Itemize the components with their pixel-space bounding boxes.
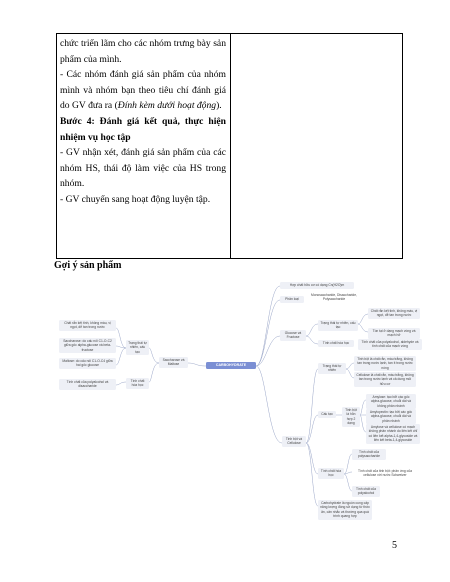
node-disaccharide-state-b: Saccharose: do cấu nối C1-O-C2 giữa gốc alpha-glucose và beta-fructose [59, 338, 116, 353]
table-cell-left [60, 36, 226, 208]
node-starch: Tinh bột và Cellulose [282, 436, 306, 447]
cell-paragraph-5: - GV chuyển sang hoạt động luyện tập. [60, 193, 211, 205]
node-disaccharide-state-c: Maltose: do cấu nối C1-O-C4 giữa hai gốc glucose [59, 358, 116, 369]
node-starch-chem-a: Tính chất của polysaccharide [352, 449, 386, 460]
cell-italic-text: Đính kèm dưới hoạt động [117, 100, 217, 112]
node-disaccharide-chem-detail: Tính chất của polyalcohol và disaccharide [59, 379, 116, 390]
node-starch-chem: Tính chất hóa học [318, 468, 344, 479]
node-starch-structure-sub: Tinh bột là hỗn hợp 2 dạng [342, 407, 360, 427]
node-starch-apply: Carbohydrate là nguồn cung cấp năng lượng đồng sử dụng từ thức ăn, cân nhắc và thường qua quá trình quang hợp [318, 500, 372, 520]
cell-text: - Các nhóm đánh giá sản phẩm của nhóm mình và nhóm bạn theo tiêu chí đánh giá do GV đưa ra ( [60, 69, 226, 112]
node-disaccharide-state-a: Chất rắn kết tinh, không màu, vị ngọt, dễ tan trong nước [59, 320, 116, 331]
node-glucose-state-b: Tồn tại ở dạng mạch vòng và mạch hở [368, 328, 420, 339]
node-disaccharide-state: Trạng thái tự nhiên, cấu tạo [126, 340, 149, 355]
node-amylose: Amylose: tạo bởi các gốc alpha-glucose, chuỗi dài và không phân nhánh [366, 394, 416, 409]
node-starch-state: Trạng thái tự nhiên [318, 363, 346, 374]
step-4-heading: Bước 4: Đánh giá kết quả, thực hiện nhiệm vụ học tập [60, 115, 226, 143]
node-starch-chem-c: Tính chất của polyalcohol [352, 486, 380, 497]
cell-text-end: ). [216, 100, 222, 112]
node-formula: Hợp chất hữu cơ có dạng Cn(H2O)m [280, 282, 354, 289]
node-glucose-chem: Tính chất hóa học [318, 340, 354, 347]
cell-paragraph-4: - GV nhận xét, đánh giá sản phẩm của các nhóm HS, thái độ làm việc của HS trong nhóm. [60, 147, 226, 190]
activity-table [56, 33, 403, 259]
node-classify: Phân loại [280, 296, 304, 303]
page-number: 5 [392, 540, 397, 551]
node-cellulose-structure: Amylose và cellulose có mạch không phân nhánh do liên kết chỉ có liên kết alpha-1,4-glycoside và liên kết beta-1,4-glycoside [366, 424, 420, 444]
cell-paragraph-1: chức triển lãm cho các nhóm trưng bày sản phẩm của mình. [60, 38, 226, 65]
section-heading: Gợi ý sản phẩm [54, 260, 122, 271]
cell-paragraph-2 [60, 67, 226, 114]
node-starch-state-detail2: Cellulose là chất rắn, màu trắng, không tan trong nước lạnh và cả dung môi hữu cơ [354, 372, 416, 387]
node-glucose-state: Trạng thái tự nhiên, cấu tạo [318, 320, 358, 331]
node-classify-detail: Monosaccharide, Disaccharide, Polysaccharide [311, 293, 357, 302]
node-amylopectin: Amylopectin: tạo bởi các gốc alpha-glucose, chuỗi dài và phân nhánh [366, 409, 416, 424]
node-disaccharide: Saccharose và Maltose [159, 357, 188, 368]
node-disaccharide-chem: Tính chất hóa học [126, 378, 149, 389]
mindmap-root: CARBOHYDRATE [206, 362, 256, 369]
node-glucose: Glucose và Fructose [280, 330, 306, 341]
node-starch-state-detail: Tinh bột là chất rắn, màu trắng, không tan trong nước lạnh, tan ít trong nước nóng [354, 356, 416, 371]
table-column-divider [230, 34, 231, 258]
node-starch-structure: Cấu tạo [318, 411, 336, 418]
node-glucose-state-a: Chất rắn kết tinh, không màu, vị ngọt, dễ tan trong nước [368, 308, 420, 319]
node-glucose-chem-detail: Tính chất của polyalcohol, aldehyde và tính chất của mạch vòng [358, 339, 422, 350]
mindmap-figure [56, 278, 422, 528]
node-starch-chem-b: Tính chất của tinh bột: phản ứng của cellulose với nước Schweizer [358, 469, 412, 478]
